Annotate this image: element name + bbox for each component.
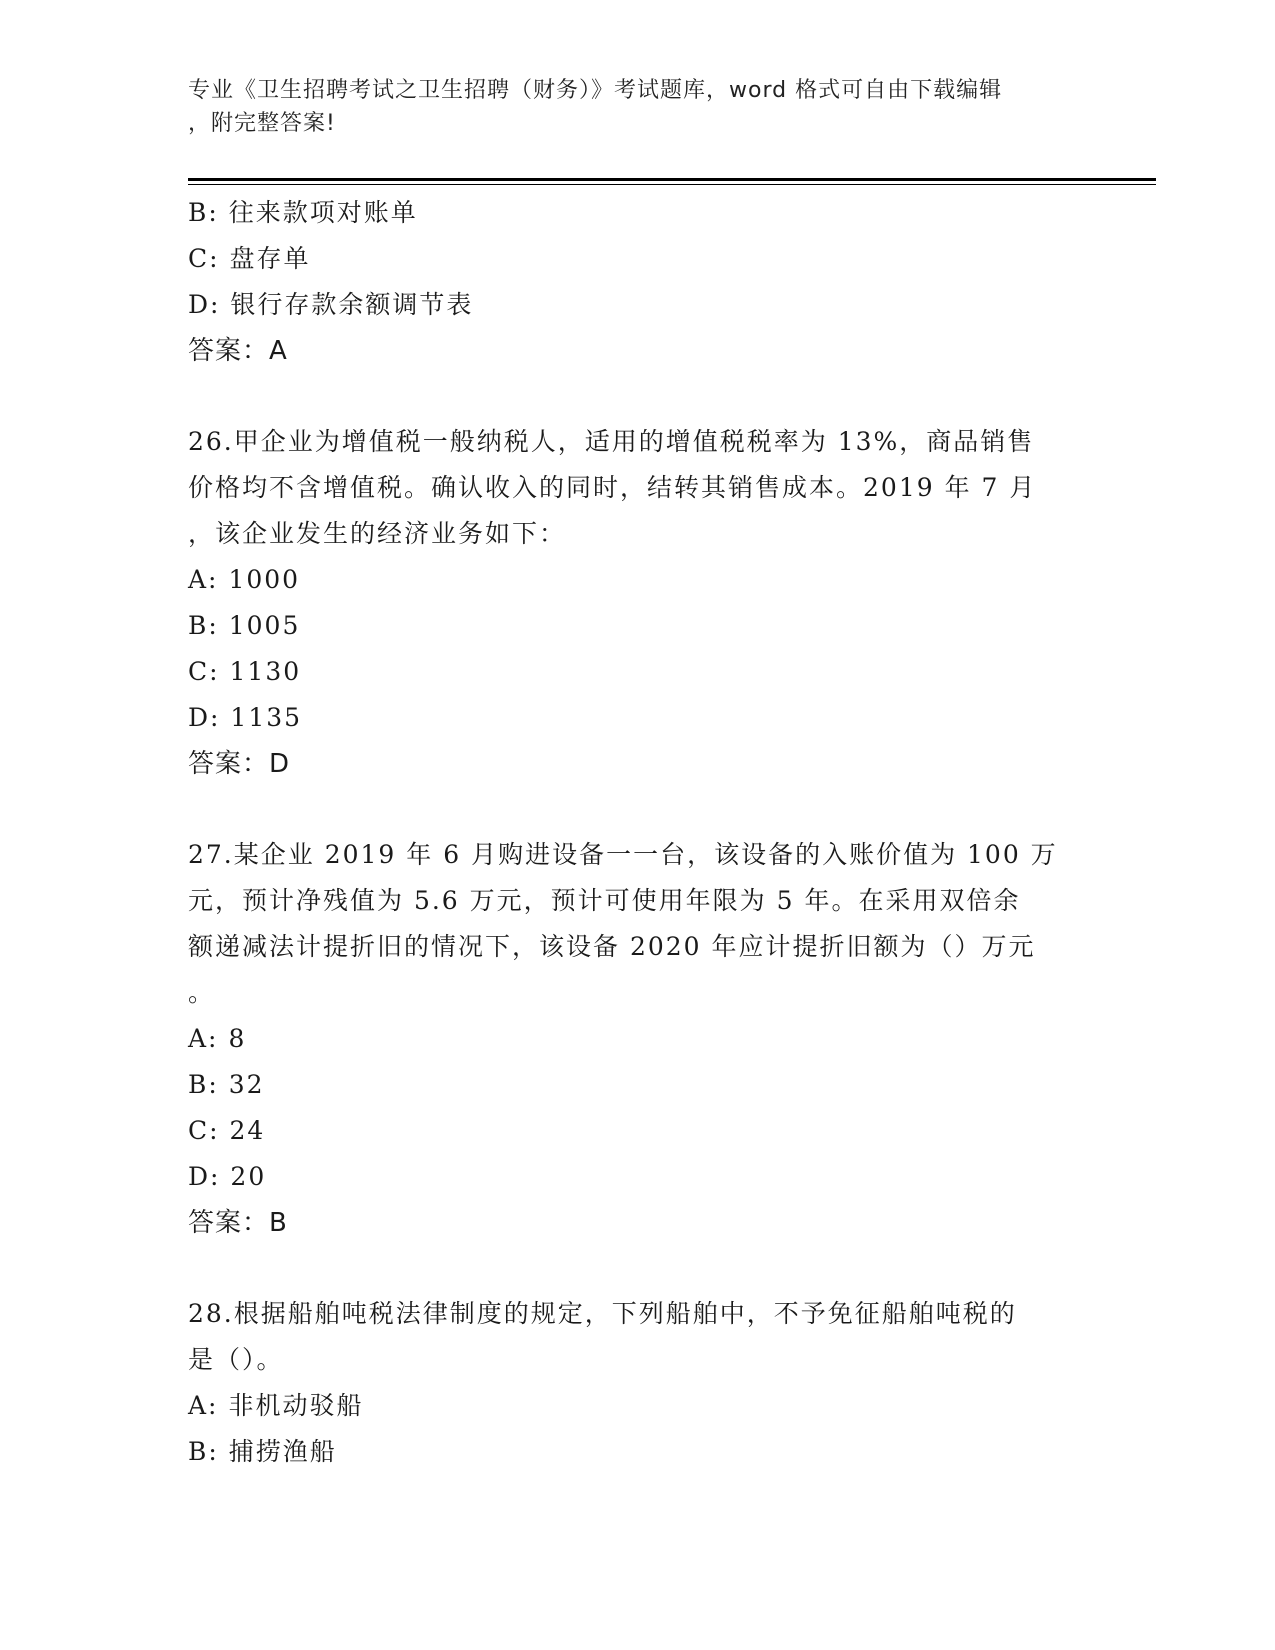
option-text: 1005 xyxy=(228,611,301,640)
option-letter: B: xyxy=(188,611,219,640)
option-text: 8 xyxy=(228,1024,247,1053)
option-b xyxy=(188,1062,1088,1108)
option-letter: B: xyxy=(188,1070,219,1099)
option-letter: C: xyxy=(188,657,220,686)
document-header xyxy=(188,74,1088,140)
question-26 xyxy=(188,419,1088,787)
option-a xyxy=(188,1383,1088,1429)
option-text: 往来款项对账单 xyxy=(228,198,418,227)
question-text-line: 元，预计净残值为 5.6 万元，预计可使用年限为 5 年。在采用双倍余 xyxy=(188,886,1021,915)
option-letter: D: xyxy=(188,703,221,732)
option-a xyxy=(188,557,1088,603)
option-text: 1130 xyxy=(229,657,302,686)
option-d xyxy=(188,695,1088,741)
question-text-line: ，该企业发生的经济业务如下： xyxy=(188,519,567,548)
option-b xyxy=(188,603,1088,649)
option-d xyxy=(188,1154,1088,1200)
answer-line: 答案：B xyxy=(188,1208,288,1238)
option-text: 捕捞渔船 xyxy=(228,1437,337,1466)
option-text: 20 xyxy=(230,1162,267,1191)
option-letter: A: xyxy=(188,1391,219,1420)
option-b xyxy=(188,190,1088,236)
question-28 xyxy=(188,1291,1088,1475)
option-a xyxy=(188,1016,1088,1062)
option-text: 1135 xyxy=(230,703,303,732)
answer-line: 答案：D xyxy=(188,749,291,779)
option-c xyxy=(188,236,1088,282)
option-b xyxy=(188,1429,1088,1475)
option-letter: B: xyxy=(188,1437,219,1466)
option-text: 1000 xyxy=(228,565,301,594)
answer-line: 答案：A xyxy=(188,336,288,366)
option-letter: B: xyxy=(188,198,219,227)
question-text-line: 额递减法计提折旧的情况下，该设备 2020 年应计提折旧额为（）万元 xyxy=(188,932,1036,961)
question-text-line: 28.根据船舶吨税法律制度的规定，下列船舶中，不予免征船舶吨税的 xyxy=(188,1299,1017,1328)
option-text: 24 xyxy=(229,1116,266,1145)
option-letter: A: xyxy=(188,565,219,594)
header-line-2: ，附完整答案! xyxy=(188,111,336,136)
option-text: 盘存单 xyxy=(229,244,311,273)
option-text: 非机动驳船 xyxy=(228,1391,364,1420)
question-text-line: 27.某企业 2019 年 6 月购进设备一一台，该设备的入账价值为 100 万 xyxy=(188,840,1058,869)
option-c xyxy=(188,1108,1088,1154)
question-27 xyxy=(188,832,1088,1246)
option-c xyxy=(188,649,1088,695)
question-25-tail xyxy=(188,190,1088,374)
option-letter: C: xyxy=(188,1116,220,1145)
option-letter: D: xyxy=(188,290,221,319)
option-letter: D: xyxy=(188,1162,221,1191)
question-text-line: 价格均不含增值税。确认收入的同时，结转其销售成本。2019 年 7 月 xyxy=(188,473,1037,502)
question-text-line: 。 xyxy=(188,978,216,1007)
question-text-line: 是（）。 xyxy=(188,1345,284,1374)
option-d xyxy=(188,282,1088,328)
question-content xyxy=(188,190,1088,1475)
option-text: 32 xyxy=(228,1070,265,1099)
question-text-line: 26.甲企业为增值税一般纳税人，适用的增值税税率为 13%，商品销售 xyxy=(188,427,1035,456)
header-line-1: 专业《卫生招聘考试之卫生招聘（财务）》考试题库，word 格式可自由下载编辑 xyxy=(188,78,1003,103)
option-text: 银行存款余额调节表 xyxy=(230,290,474,319)
header-rule-thin xyxy=(188,184,1156,185)
header-rule-thick xyxy=(188,178,1156,181)
option-letter: A: xyxy=(188,1024,219,1053)
option-letter: C: xyxy=(188,244,220,273)
